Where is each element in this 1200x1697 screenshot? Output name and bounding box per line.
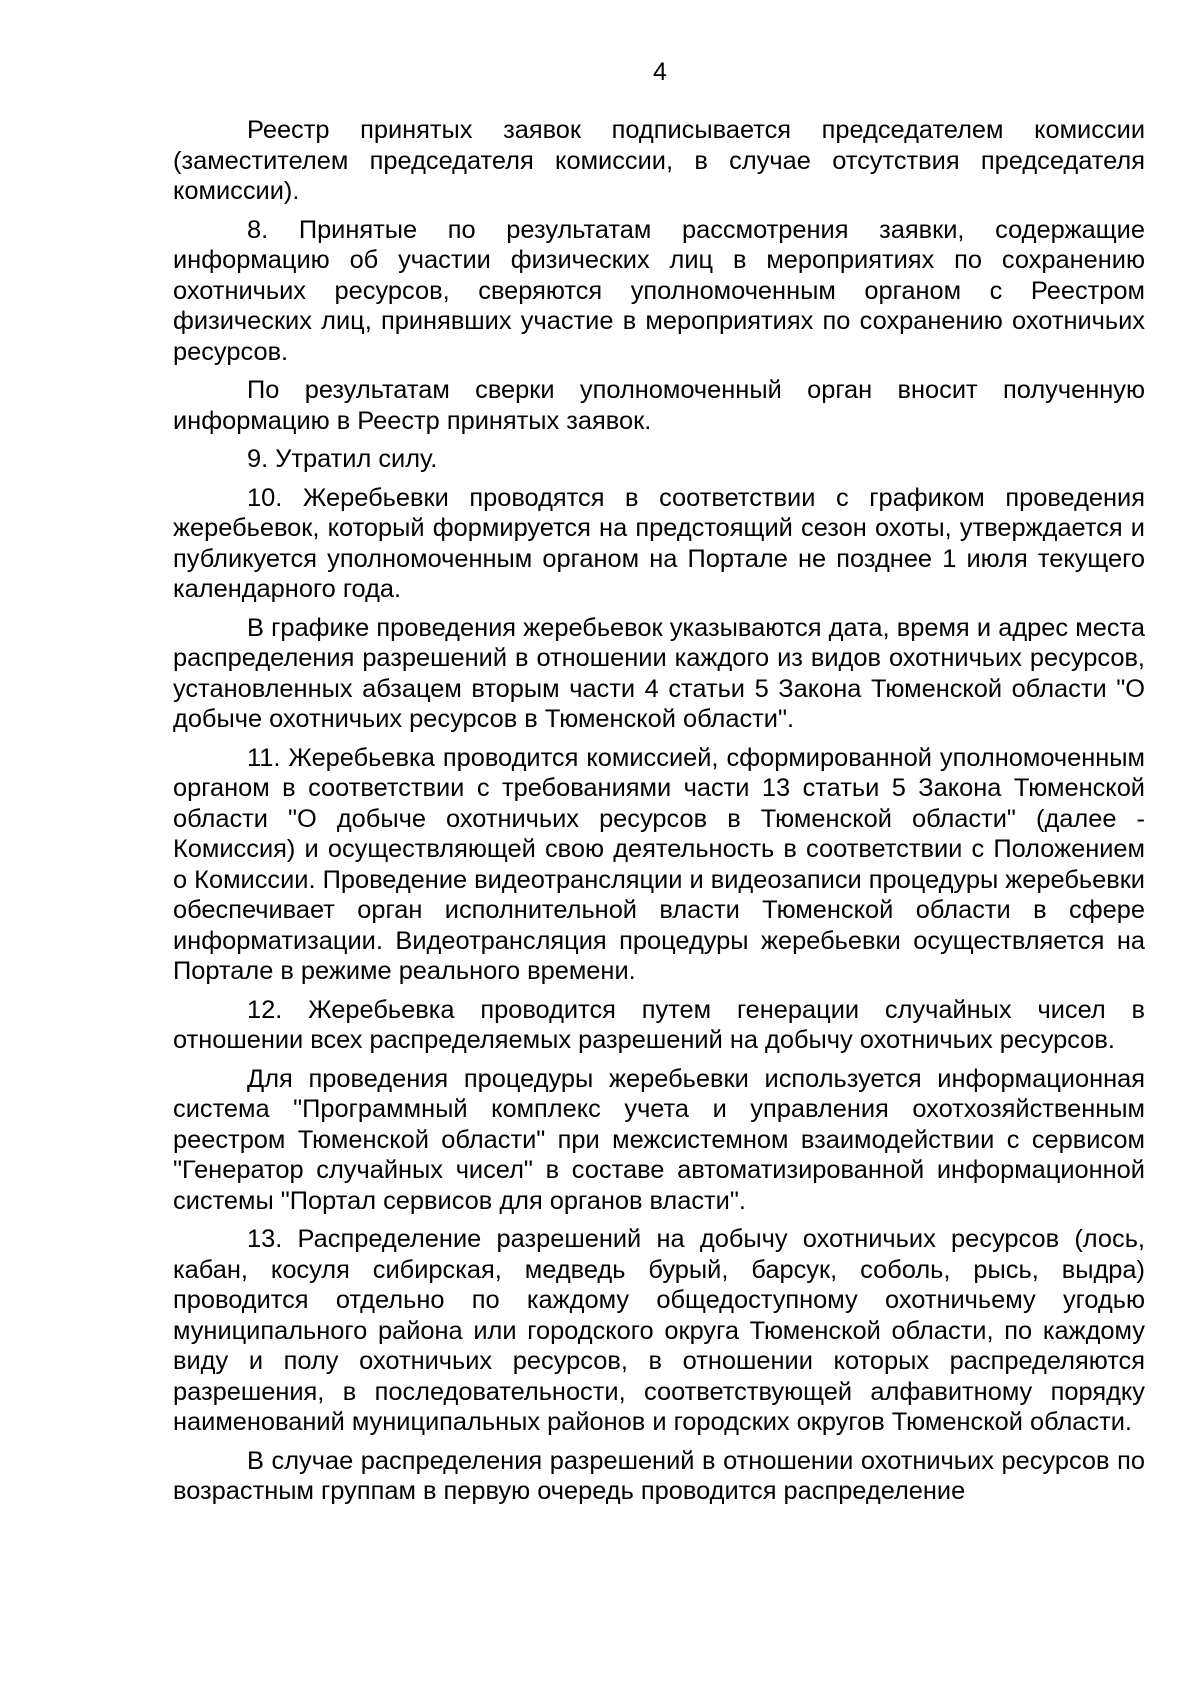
paragraph-reconciliation: По результатам сверки уполномоченный орган вносит полученную информацию в Реестр принятых заявок. <box>173 376 1145 435</box>
paragraph-item-10: 10. Жеребьевки проводятся в соответствии с графиком проведения жеребьевок, который формируется на предстоящий сезон охоты, утверждается и публикуется уполномоченным органом на Портале не позднее 1 июля текущего календарного года. <box>173 483 1145 603</box>
paragraph-item-8: 8. Принятые по результатам рассмотрения заявки, содержащие информацию об участии физических лиц в мероприятиях по сохранению охотничьих ресурсов, сверяются уполномоченным органом с Реестром физических лиц, принявших участие в мероприятиях по сохранению охотничьих ресурсов. <box>173 215 1145 366</box>
paragraph-item-12: 12. Жеребьевка проводится путем генерации случайных чисел в отношении всех распределяемых разрешений на добычу охотничьих ресурсов. <box>173 995 1145 1054</box>
paragraph-lottery-schedule: В графике проведения жеребьевок указываются дата, время и адрес места распределения разрешений в отношении каждого из видов охотничьих ресурсов, установленных абзацем вторым части 4 статьи 5 Закона Тюменской области "О добыче охотничьих ресурсов в Тюменской области". <box>173 613 1145 733</box>
document-body <box>173 115 1145 1507</box>
paragraph-information-system: Для проведения процедуры жеребьевки используется информационная система "Программный комплекс учета и управления охотхозяйственным реестром Тюменской области" при межсистемном взаимодействии с сервисом "Генератор случайных чисел" в составе автоматизированной информационной системы "Портал сервисов для органов власти". <box>173 1064 1145 1215</box>
paragraph-age-groups: В случае распределения разрешений в отношении охотничьих ресурсов по возрастным группам в первую очередь проводится распределение <box>173 1446 1145 1505</box>
paragraph-item-11: 11. Жеребьевка проводится комиссией, сформированной уполномоченным органом в соответствии с требованиями части 13 статьи 5 Закона Тюменской области "О добыче охотничьих ресурсов в Тюменской области" (далее - Комиссия) и осуществляющей свою деятельность в соответствии с Положением о Комиссии. Проведение видеотрансляции и видеозаписи процедуры жеребьевки обеспечивает орган исполнительной власти Тюменской области в сфере информатизации. Видеотрансляция процедуры жеребьевки осуществляется на Портале в режиме реального времени. <box>173 743 1145 985</box>
page-number: 4 <box>653 58 667 86</box>
paragraph-item-9: 9. Утратил силу. <box>247 445 438 473</box>
paragraph-item-13: 13. Распределение разрешений на добычу охотничьих ресурсов (лось, кабан, косуля сибирская, медведь бурый, барсук, соболь, рысь, выдра) проводится отдельно по каждому общедоступному охотничьему угодью муниципального района или городского округа Тюменской области, по каждому виду и полу охотничьих ресурсов, в отношении которых распределяются разрешения, в последовательности, соответствующей алфавитному порядку наименований муниципальных районов и городских округов Тюменской области. <box>173 1225 1145 1436</box>
paragraph-registry-signing: Реестр принятых заявок подписывается председателем комиссии (заместителем председателя комиссии, в случае отсутствия председателя комиссии). <box>173 116 1145 205</box>
